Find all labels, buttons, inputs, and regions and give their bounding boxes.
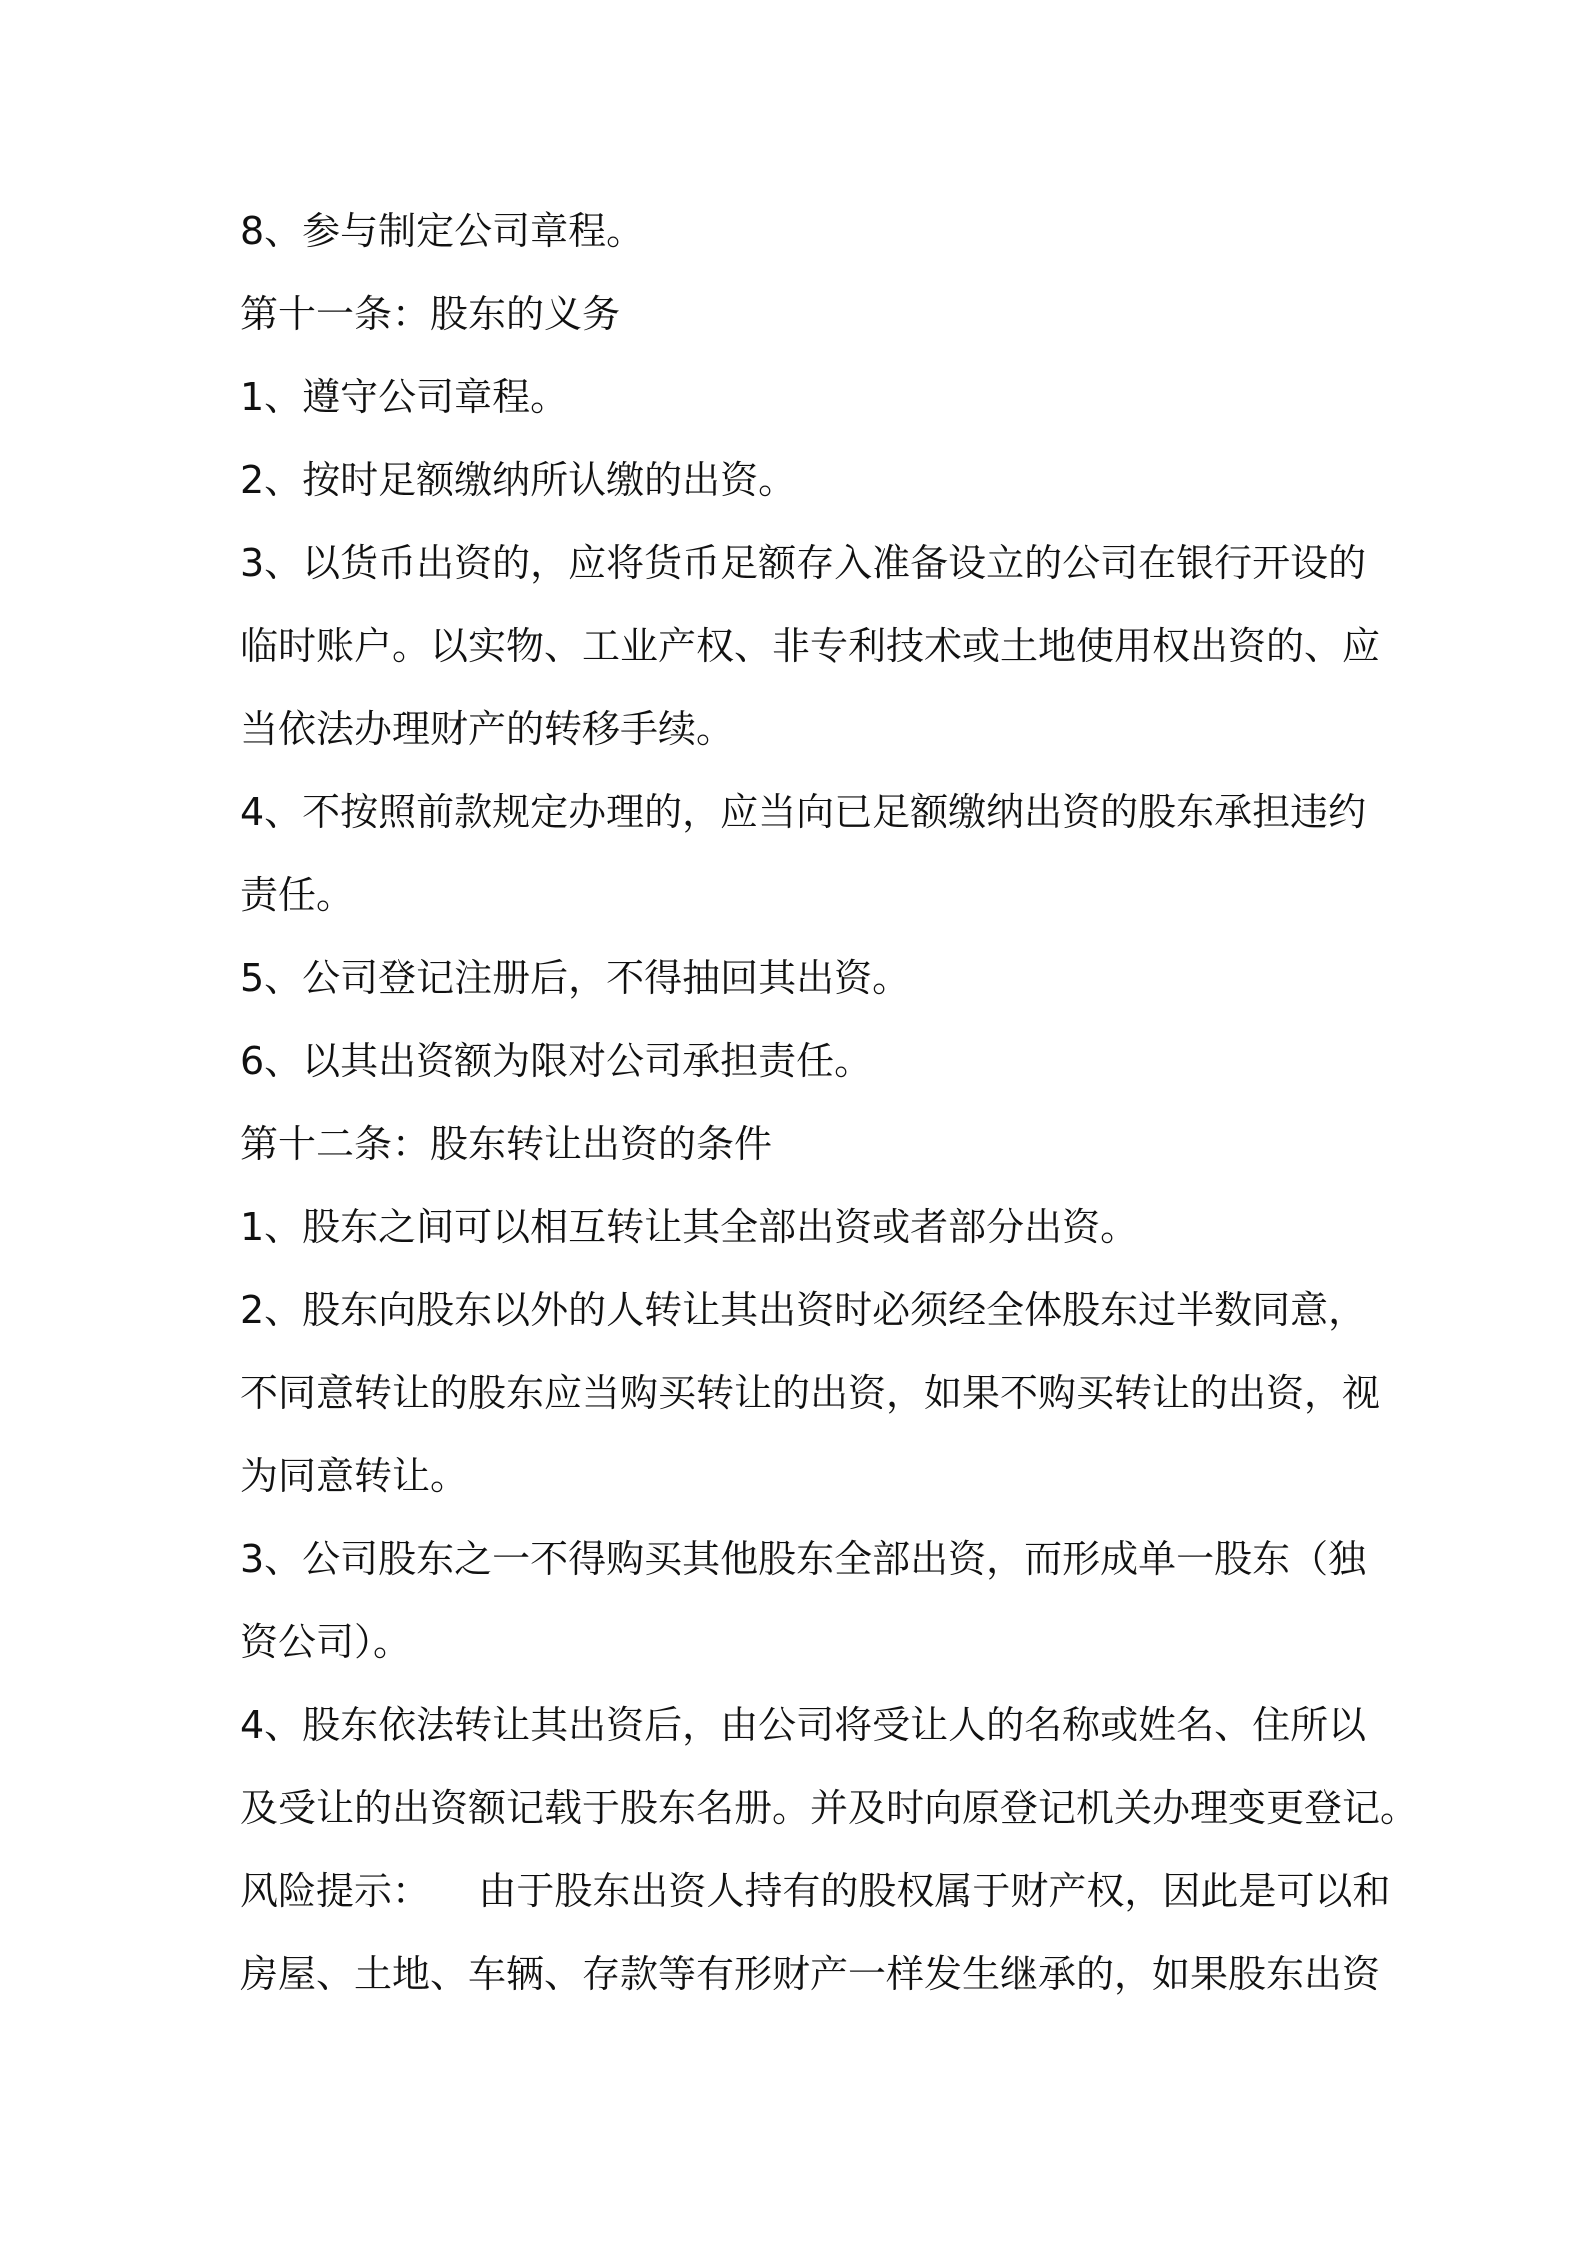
text-line: 为同意转让。: [240, 1454, 469, 1498]
text-line: 5、公司登记注册后，不得抽回其出资。: [240, 956, 911, 1000]
text-line: 及受让的出资额记载于股东名册。并及时向原登记机关办理变更登记。: [240, 1786, 1419, 1830]
risk-note-line: 房屋、土地、车辆、存款等有形财产一样发生继承的，如果股东出资: [240, 1952, 1381, 1996]
text-line: 4、不按照前款规定办理的，应当向已足额缴纳出资的股东承担违约: [240, 790, 1367, 834]
risk-note-line: 风险提示： 由于股东出资人持有的股权属于财产权，因此是可以和: [240, 1869, 1391, 1913]
text-line: 3、以货币出资的，应将货币足额存入准备设立的公司在银行开设的: [240, 541, 1367, 585]
text-line: 1、遵守公司章程。: [240, 375, 569, 419]
text-line: 不同意转让的股东应当购买转让的出资，如果不购买转让的出资，视: [240, 1371, 1381, 1415]
text-line: 8、参与制定公司章程。: [240, 209, 645, 253]
text-line: 责任。: [240, 873, 355, 917]
text-line: 2、按时足额缴纳所认缴的出资。: [240, 458, 797, 502]
text-line: 1、股东之间可以相互转让其全部出资或者部分出资。: [240, 1205, 1139, 1249]
article-heading: 第十二条：股东转让出资的条件: [240, 1122, 773, 1166]
text-line: 临时账户。以实物、工业产权、非专利技术或土地使用权出资的、应: [240, 624, 1381, 668]
text-line: 3、公司股东之一不得购买其他股东全部出资，而形成单一股东（独: [240, 1537, 1367, 1581]
document-body: [240, 190, 1419, 2016]
text-line: 资公司）。: [240, 1620, 412, 1664]
text-line: 6、以其出资额为限对公司承担责任。: [240, 1039, 873, 1083]
text-line: 2、股东向股东以外的人转让其出资时必须经全体股东过半数同意，: [240, 1288, 1367, 1332]
article-heading: 第十一条：股东的义务: [240, 292, 621, 336]
text-line: 4、股东依法转让其出资后，由公司将受让人的名称或姓名、住所以: [240, 1703, 1367, 1747]
text-line: 当依法办理财产的转移手续。: [240, 707, 735, 751]
